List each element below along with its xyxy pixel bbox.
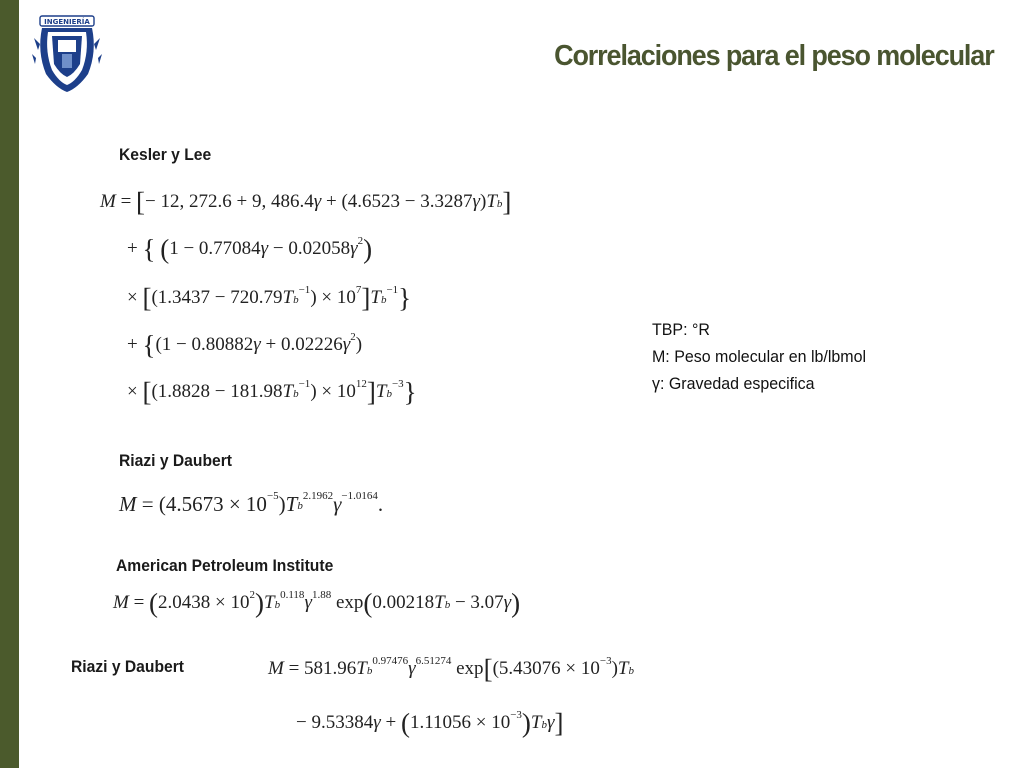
api-heading: American Petroleum Institute xyxy=(116,556,334,575)
riazi-daubert-heading-1: Riazi y Daubert xyxy=(119,451,232,470)
svg-text:INGENIERÍA: INGENIERÍA xyxy=(44,18,90,26)
kesler-lee-heading: Kesler y Lee xyxy=(119,145,212,164)
legend-molecular-weight: M: Peso molecular en lb/lbmol xyxy=(652,347,867,366)
kesler-lee-equation-line-2: + { $(1 - 0.77084\gamma - 0.02058\gamma^2)$ xyxy=(127,233,373,264)
riazi-daubert-equation-2-line-1: $M = 581.96T_b^{0.97476}\gamma^{6.51274}$ $\exp[(5.43076 \times 10^{-3})T_b$ xyxy=(268,653,634,684)
riazi-daubert-equation-2-line-2: − $9.53384\gamma + (1.11056 \times 10^{-3})T_b\gamma$] xyxy=(296,707,564,738)
riazi-daubert-equation-1: $M = (4.5673 \times 10^{-5})T_b^{2.1962}\gamma^{-1.0164}$. xyxy=(119,490,384,516)
kesler-lee-equation-line-4: + {$(1 - 0.80882\gamma + 0.02226\gamma^2)$ xyxy=(127,329,363,360)
kesler-lee-equation-line-1: M = [− 12, 272.6 + 9, $486.4\gamma + (4.6523 - 3.3287\gamma)T_b$] xyxy=(100,186,512,217)
slide-title: Correlaciones para el peso molecular xyxy=(554,40,994,72)
kesler-lee-equation-line-3: × $[(1.3437 - 720.79T_b^{-1}) \times 10^7]T_b^{-1}$} xyxy=(127,282,412,313)
unam-engineering-crest-icon xyxy=(32,14,102,94)
api-equation: $M = (2.0438 \times 10^2)T_b^{0.118}\gamma^{1.88}$ $\exp(0.00218T_b - 3.07\gamma)$ xyxy=(113,587,521,618)
slide-sidebar-bar xyxy=(0,0,19,768)
legend-specific-gravity: γ: Gravedad especifica xyxy=(652,374,815,393)
kesler-lee-equation-line-5: × $[(1.8828 - 181.98T_b^{-1}) \times 10^{12}]T_b^{-3}$} xyxy=(127,376,417,407)
riazi-daubert-heading-2: Riazi y Daubert xyxy=(71,657,184,676)
units-legend xyxy=(652,316,866,397)
legend-tbp: TBP: °R xyxy=(652,320,710,339)
